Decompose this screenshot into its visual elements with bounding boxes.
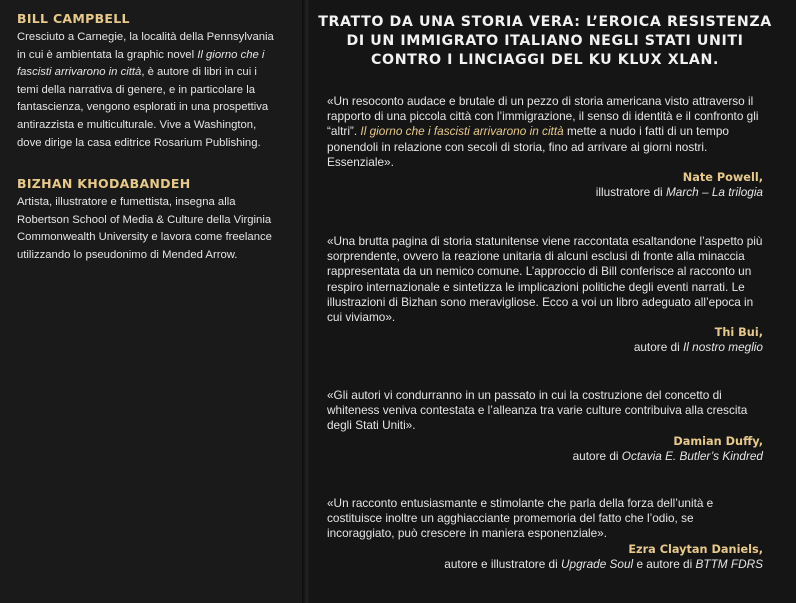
tagline-line-1: TRATTO DA UNA STORIA VERA: L’EROICA RESISTENZA [318, 14, 772, 30]
blurb-ezra-claytan-daniels [327, 496, 763, 572]
blurb-attribution [327, 542, 763, 572]
blurb-thi-bui [327, 234, 763, 355]
tagline-line-2: DI UN IMMIGRATO ITALIANO NEGLI STATI UNITI [346, 33, 744, 49]
blurb-author: Nate Powell, [682, 171, 763, 185]
author-name-bill-campbell: BILL CAMPBELL [17, 11, 130, 26]
blurb-attribution [327, 170, 763, 200]
blurb-author: Thi Bui, [714, 326, 763, 340]
blurb-author: Damian Duffy, [673, 434, 763, 448]
blurb-damian-duffy [327, 388, 763, 464]
tagline-line-3: CONTRO I LINCIAGGI DEL KU KLUX XLAN. [371, 52, 719, 68]
blurb-text: «Gli autori vi condurranno in un passato in cui la costruzione del concetto di whiteness veniva contestata e l’alleanza tra varie culture contribuiva alla crescita degli Stati Uniti». [327, 388, 748, 433]
blurb-text: «Un resoconto audace e brutale di un pezzo di storia americana visto attraverso il rapporto di una piccola città con l’immigrazione, il senso di identità e il confronto gli “altri”. Il giorno che i fascisti arrivarono in città mette a nudo i fatti di un tempo ponendoli in relazione con secoli di storia, fino ad arrivare ai giorni nostri. Essenziale». [327, 94, 759, 169]
blurb-author-role: autore di Il nostro meglio [633, 340, 763, 355]
blurb-author-role: autore di Octavia E. Butler’s Kindred [572, 448, 763, 463]
author-name-bizhan-khodabandeh: BIZHAN KHODABANDEH [17, 176, 191, 191]
author-bio-bizhan-khodabandeh: Artista, illustratore e fumettista, insegna alla Robertson School of Media & Culture della Virginia Commonwealth University e lavora come freelance utilizzando lo pseudonimo di Mended Arrow. [17, 196, 272, 261]
blurb-attribution [327, 434, 763, 464]
blurb-author: Ezra Claytan Daniels, [628, 542, 763, 556]
blurb-author-role: illustratore di March – La trilogia [595, 185, 763, 200]
tagline-heading [312, 13, 778, 70]
flap-fold [302, 0, 310, 603]
blurb-nate-powell [327, 94, 763, 200]
author-bio-bill-campbell: Cresciuto a Carnegie, la località della Pennsylvania in cui è ambientata la graphic novel Il giorno che i fascisti arrivarono in città, è autore di libri in cui i temi della narrativa di genere, e in particolare la fantascienza, vengono esplorati in una prospettiva antirazzista e multiculturale. Vive a Washington, dove dirige la casa editrice Rosarium Publishing. [17, 31, 274, 149]
blurb-text: «Una brutta pagina di storia statunitense viene raccontata esaltandone l’aspetto più sorprendente, ovvero la reazione unitaria di alcuni esclusi di fronte alla minaccia rappresentata da un nemico comune. L’approccio di Bill conferisce al racconto un respiro internazionale e sintetizza le implicazioni politiche degli eventi narrati. Le illustrazioni di Bizhan sono meravigliose. Ecco a voi un libro adeguato all’epoca in cui viviamo». [327, 234, 763, 325]
blurb-author-role: autore e illustratore di Upgrade Soul e autore di BTTM FDRS [444, 556, 763, 571]
blurb-text: «Un racconto entusiasmante e stimolante che parla della forza dell’unità e costituisce inoltre un agghiacciante promemoria del fatto che l’odio, se incoraggiato, può crescere in maniera esponenziale». [327, 496, 714, 541]
blurb-attribution [327, 325, 763, 355]
